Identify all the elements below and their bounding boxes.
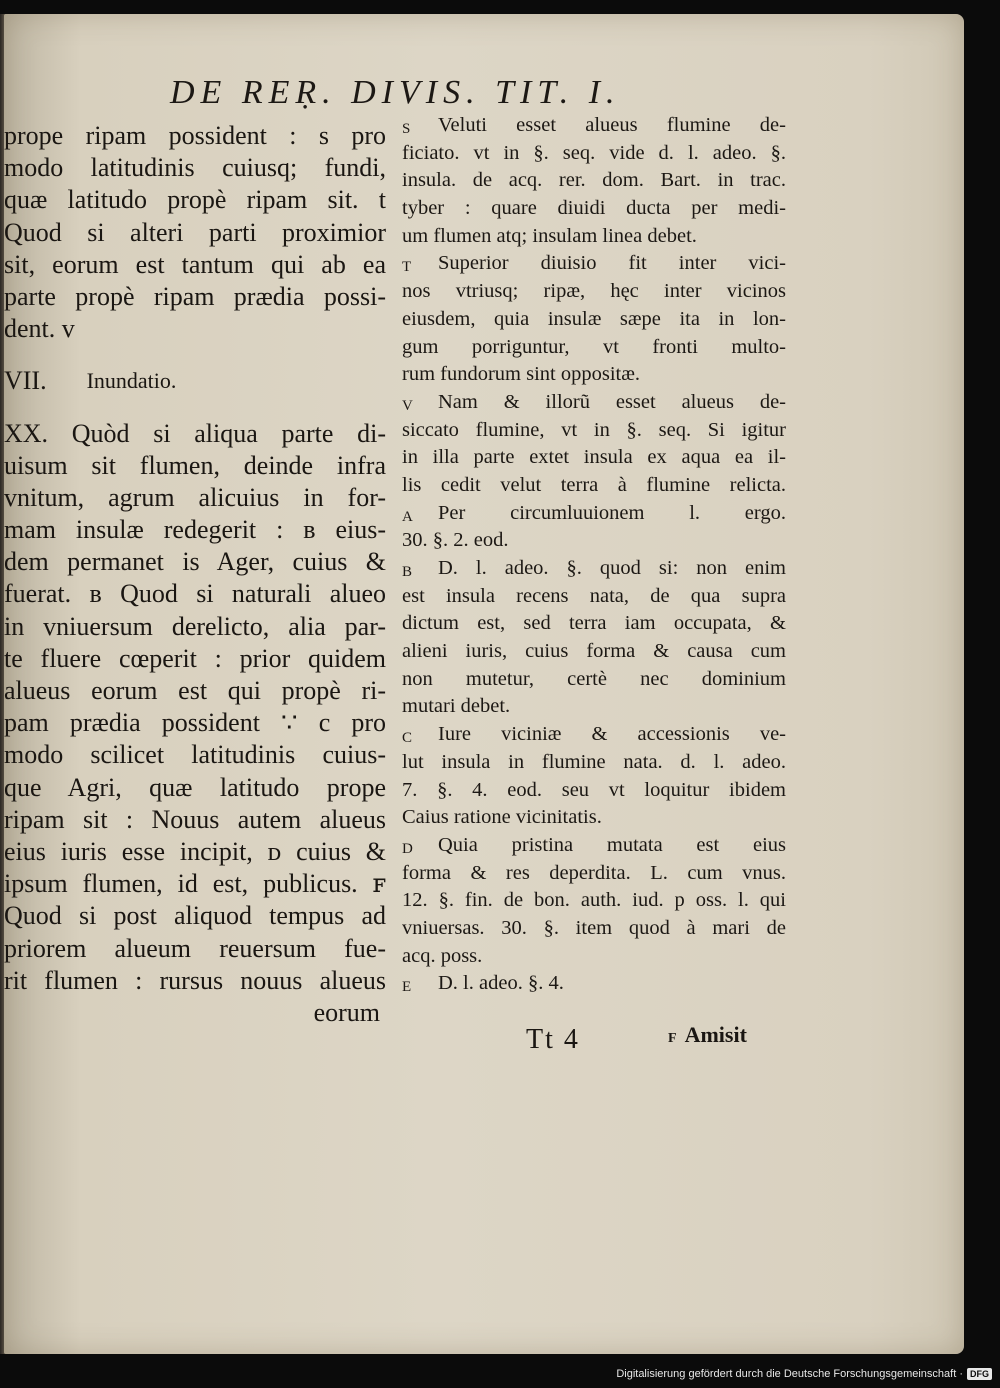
text-line: rit flumen : rursus nouus alueus [4, 965, 386, 995]
note-line: 30. §. 2. eod. [402, 529, 509, 552]
note-line: vniuersas. 30. §. item quod à mari de [402, 916, 786, 939]
running-header: DE REṚ. DIVIS. TIT. I. [170, 74, 621, 111]
note-line: in illa parte extet insula ex aqua ea il- [402, 446, 786, 469]
text-line: mam insulæ redegerit : ʙ eius- [4, 515, 386, 545]
note-t: T Superior diuisio fit inter vici- [402, 252, 786, 276]
text-line: vnitum, agrum alicuius in for- [4, 482, 386, 512]
text-line: uisum sit flumen, deinde infra [4, 450, 386, 480]
note-line: nos vtriusq; ripæ, hęc inter vicinos [402, 280, 786, 303]
text-line: sit, eorum est tantum qui ab ea [4, 249, 386, 279]
note-line: 12. §. fin. de bon. auth. iud. p oss. l. qui [402, 889, 786, 912]
note-line: est insula recens nata, de qua supra [402, 584, 786, 607]
note-line: dictum est, sed terra iam occupata, & [402, 612, 786, 635]
note-s: S Veluti esset alueus flumine de- [402, 114, 786, 137]
text-line: parte propè ripam prædia possi- [4, 281, 386, 311]
section-title: Inundatio. [86, 368, 177, 394]
text-line: ripam sit : Nouus autem alueus [4, 804, 386, 834]
note-line: tyber : quare diuidi ducta per medi- [402, 197, 786, 220]
text-line: XX. Quòd si aliqua parte di- [4, 418, 386, 448]
text-line: Quod si alteri parti proximior [4, 217, 386, 247]
text-line: fuerat. ʙ Quod si naturali alueo [4, 579, 386, 609]
dfg-logo: DFG [967, 1368, 992, 1380]
credit-text: Digitalisierung gefördert durch die Deutsche Forschungsgemeinschaft · [616, 1368, 963, 1380]
text-line: pam prædia possident ∵ c pro [4, 708, 386, 738]
marginal-notes-column [402, 112, 786, 998]
text-line: dent. v [4, 314, 75, 344]
text-line: eius iuris esse incipit, ᴅ cuius & [4, 836, 386, 866]
note-a: A Per circumluuionem l. ergo. [402, 501, 786, 525]
text-line: priorem alueum reuersum fue- [4, 933, 386, 963]
note-line: um flumen atq; insulam linea debet. [402, 224, 697, 247]
note-line: lut insula in flumine nata. d. l. adeo. [402, 750, 786, 773]
text-line: que Agri, quæ latitudo prope [4, 772, 386, 802]
catchword-right: F Amisit [668, 1022, 747, 1047]
signature-mark: Tt 4 [526, 1024, 580, 1055]
section-number: VII. [4, 366, 47, 396]
text-line: alueus eorum est qui propè ri- [4, 676, 386, 705]
text-line: modo latitudinis cuiusq; fundi, [4, 153, 386, 183]
note-line: forma & res deperdita. L. cum vnus. [402, 861, 786, 884]
note-line: 7. §. 4. eod. seu vt loquitur ibidem [402, 778, 786, 801]
catchword-left: eorum [313, 997, 380, 1027]
note-line: rum fundorum sint oppositæ. [402, 363, 641, 386]
note-line: insula. de acq. rer. dom. Bart. in trac. [402, 169, 786, 192]
text-line: Quod si post aliquod tempus ad [4, 901, 386, 931]
note-c: C Iure viciniæ & accessionis ve- [402, 723, 786, 747]
note-d: D Quia pristina mutata est eius [402, 833, 786, 857]
text-line: quæ latitudo propè ripam sit. t [4, 185, 386, 215]
text-line: dem permanet is Ager, cuius & [4, 547, 386, 577]
note-line: eiusdem, quia insulæ sæpe ita in lon- [402, 307, 786, 330]
text-line: ipsum flumen, id est, publicus. ꜰ [4, 869, 386, 899]
text-line: in vniuersum derelicto, alia par- [4, 611, 386, 641]
text-line: te fluere cœperit : prior quidem [4, 643, 386, 673]
main-text-column [4, 120, 386, 1029]
note-line: Caius ratione vicinitatis. [402, 806, 602, 829]
note-line: alieni iuris, cuius forma & causa cum [402, 640, 786, 663]
note-v: V Nam & illorũ esset alueus de- [402, 390, 786, 414]
note-line: acq. poss. [402, 944, 483, 967]
digitization-credit [616, 1368, 992, 1380]
note-line: ficiato. vt in §. seq. vide d. l. adeo. §. [402, 141, 786, 164]
text-line: modo scilicet latitudinis cuius- [4, 740, 386, 770]
note-line: lis cedit velut terra à flumine relicta. [402, 473, 786, 496]
section-heading [4, 365, 386, 397]
text-line: prope ripam possident : s pro [4, 121, 386, 150]
note-line: non mutetur, certè nec dominium [402, 667, 786, 690]
note-line: mutari debet. [402, 695, 511, 718]
note-e: E D. l. adeo. §. 4. [402, 972, 564, 996]
note-line: siccato flumine, vt in §. seq. Si igitur [402, 418, 786, 441]
note-b: B D. l. adeo. §. quod si: non enim [402, 557, 786, 580]
note-line: gum porriguntur, vt fronti multo- [402, 335, 786, 358]
